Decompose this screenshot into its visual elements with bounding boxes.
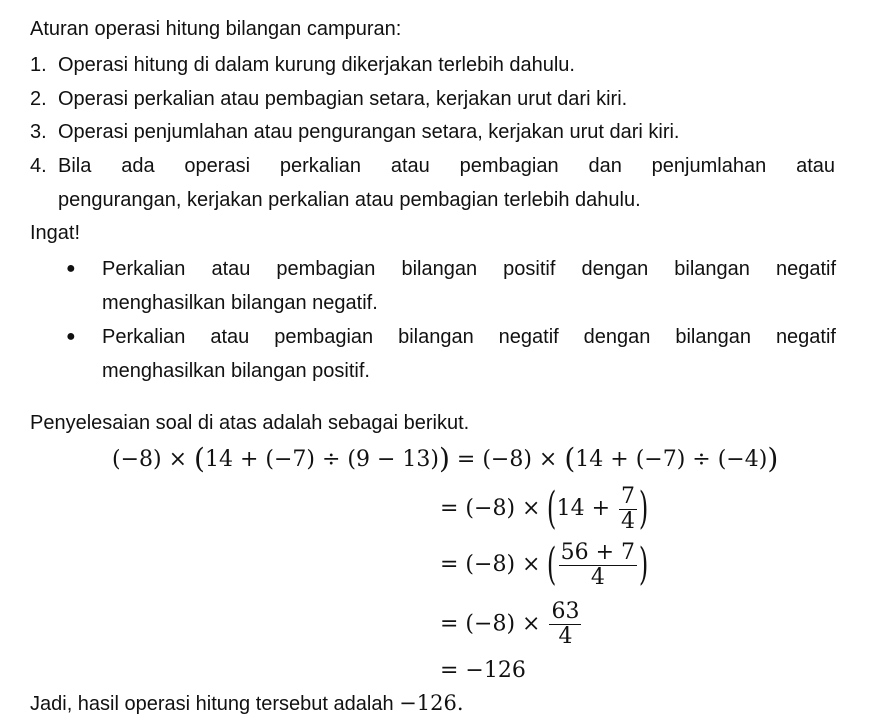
math-step-1: (−8) × (14 + (−7) ÷ (9 − 13)) = (−8) × (14 + (−7) ÷ (−4))	[112, 442, 779, 475]
math-step-5: = −126	[440, 658, 526, 683]
fraction: $\frac{56 + 7}{4}$	[560, 539, 636, 590]
conclusion-value: −126.	[399, 691, 464, 715]
math-step-2: = (−8) × (14 + $\frac{7}{4}$ )	[440, 483, 649, 534]
intro-text: Aturan operasi hitung bilangan campuran:	[30, 18, 402, 40]
bullet-icon: ●	[66, 328, 76, 345]
ingat-label: Ingat!	[30, 222, 81, 244]
list-item: 4. Bila ada operasi perkalian atau pembagian dan penjumlahan atau pengurangan, kerjakan perkalian atau pembagian terlebih dahulu.	[30, 155, 835, 211]
fraction: $\frac{63}{4}$	[551, 599, 580, 649]
fraction: $\frac{7}{4}$	[621, 483, 636, 534]
list-item: ● Perkalian atau pembagian bilangan positif dengan bilangan negatif menghasilkan bilangan negatif.	[66, 258, 836, 314]
conclusion-text: Jadi, hasil operasi hitung tersebut adalah −126.	[30, 691, 464, 715]
math-step-4: = (−8) × $\frac{63}{4}$	[440, 599, 580, 649]
bullet-icon: ●	[66, 260, 76, 277]
solution-intro: Penyelesaian soal di atas adalah sebagai berikut.	[30, 412, 470, 434]
list-item: ● Perkalian atau pembagian bilangan negatif dengan bilangan negatif menghasilkan bilangan positif.	[66, 326, 836, 382]
math-step-3: = (−8) × ( $\frac{56 + 7}{4}$ )	[440, 539, 649, 590]
